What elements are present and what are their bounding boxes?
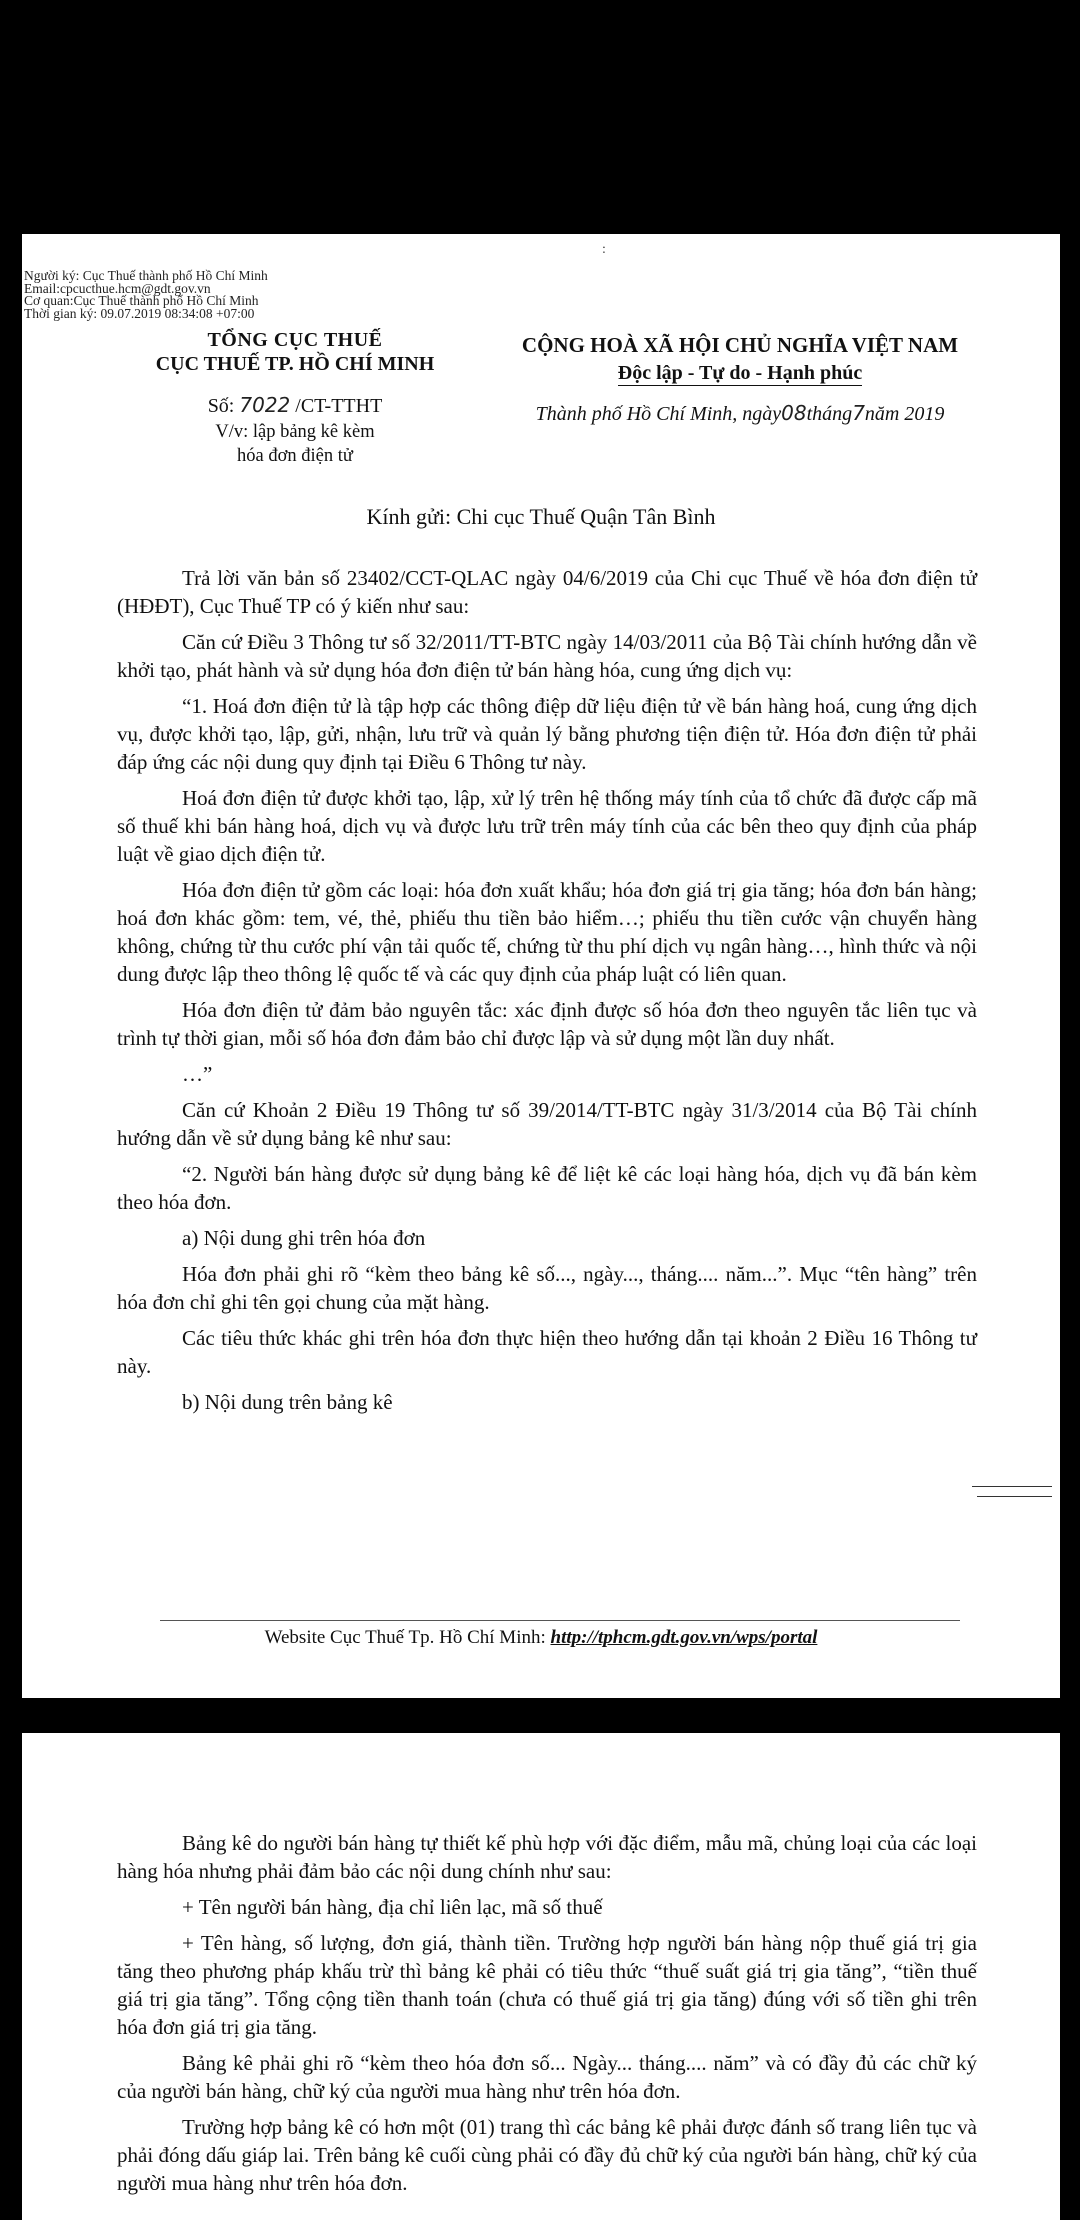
document-number: Số: 7022 /CT-TTHT xyxy=(207,393,383,417)
digital-signature-info xyxy=(24,270,268,320)
paragraph: …” xyxy=(182,1062,213,1086)
page-footer: Website Cục Thuế Tp. Hồ Chí Minh: http://tphcm.gdt.gov.vn/wps/portal xyxy=(264,1627,818,1648)
paragraph: + Tên người bán hàng, địa chỉ liên lạc, mã số thuế xyxy=(182,1895,603,1919)
signature-agency: Cơ quan:Cục Thuế thành phố Hồ Chí Minh xyxy=(24,293,259,308)
letter-body-page-2 xyxy=(117,1829,977,2205)
ministry-name: TỔNG CỤC THUẾ xyxy=(207,329,383,351)
country-name: CỘNG HOÀ XÃ HỘI CHỦ NGHĨA VIỆT NAM xyxy=(521,333,959,357)
paragraph: Hóa đơn điện tử gồm các loại: hóa đơn xuất khẩu; hóa đơn giá trị gia tăng; hóa đơn bán hàng; hoá đơn khác gồm: tem, vé, thẻ, phiếu thu tiền bảo hiểm…; phiếu thu tiền cước vận chuyển hàng không, chứng từ thu cước phí vận tải quốc tế, chứng từ thu phí dịch vụ ngân hàng…, hình thức và nội dung được lập theo thông lệ quốc tế và các quy định của pháp luật có liên quan. xyxy=(117,878,977,986)
paragraph: Hoá đơn điện tử được khởi tạo, lập, xử lý trên hệ thống máy tính của tổ chức đã được cấp mã số thuế khi bán hàng hoá, dịch vụ và được lưu trữ trên máy tính của các bên theo quy định của pháp luật về giao dịch điện tử. xyxy=(117,786,977,866)
paragraph: Căn cứ Khoản 2 Điều 19 Thông tư số 39/2014/TT-BTC ngày 31/3/2014 của Bộ Tài chính hướng dẫn về sử dụng bảng kê như sau: xyxy=(117,1098,977,1150)
document-page-1 xyxy=(22,234,1060,1698)
national-header xyxy=(490,332,990,427)
scan-line xyxy=(972,1486,1052,1487)
handwritten-day: 08 xyxy=(781,401,807,425)
paragraph: Hóa đơn điện tử đảm bảo nguyên tắc: xác định được số hóa đơn theo nguyên tắc liên tục và trình tự thời gian, mỗi số hóa đơn đảm bảo chỉ được lập và sử dụng một lần duy nhất. xyxy=(117,998,977,1050)
signature-email: Email:cpcucthue.hcm@gdt.gov.vn xyxy=(24,280,211,296)
footer-divider xyxy=(160,1620,960,1621)
paragraph: Bảng kê do người bán hàng tự thiết kế phù hợp với đặc điểm, mẫu mã, chủng loại của các loại hàng hóa nhưng phải đảm bảo các nội dung chính như sau: xyxy=(117,1831,977,1883)
document-page-2 xyxy=(22,1733,1060,2220)
document-subject: V/v: lập bảng kê kèm hóa đơn điện tử xyxy=(215,422,375,466)
handwritten-month: 7 xyxy=(852,401,865,425)
paragraph: Trả lời văn bản số 23402/CCT-QLAC ngày 04/6/2019 của Chi cục Thuế về hóa đơn điện tử (HĐĐT), Cục Thuế TP có ý kiến như sau: xyxy=(117,566,977,618)
national-motto: Độc lập - Tự do - Hạnh phúc xyxy=(617,362,863,384)
paragraph: a) Nội dung ghi trên hóa đơn xyxy=(182,1226,426,1250)
signature-signer: Người ký: Cục Thuế thành phố Hồ Chí Minh xyxy=(24,268,268,283)
handwritten-number: 7022 xyxy=(239,393,291,417)
issue-date: Thành phố Hồ Chí Minh, ngày08tháng7năm 2019 xyxy=(535,401,945,425)
paragraph: Hóa đơn phải ghi rõ “kèm theo bảng kê số..., ngày..., tháng.... năm...”. Mục “tên hàng” trên hóa đơn chỉ ghi tên gọi chung của mặt hàng. xyxy=(117,1262,977,1314)
scan-line xyxy=(977,1496,1052,1497)
recipient-line: Kính gửi: Chi cục Thuế Quận Tân Bình xyxy=(366,504,716,529)
signature-time: Thời gian ký: 09.07.2019 08:34:08 +07:00 xyxy=(24,305,255,321)
paragraph: Căn cứ Điều 3 Thông tư số 32/2011/TT-BTC ngày 14/03/2011 của Bộ Tài chính hướng dẫn về khởi tạo, phát hành và sử dụng hóa đơn điện tử bán hàng hóa, cung ứng dịch vụ: xyxy=(117,630,977,682)
department-name: CỤC THUẾ TP. HỒ CHÍ MINH xyxy=(155,353,435,375)
issuer-header xyxy=(130,330,460,376)
paragraph: Các tiêu thức khác ghi trên hóa đơn thực hiện theo hướng dẫn tại khoản 2 Điều 16 Thông tư này. xyxy=(117,1326,977,1378)
paragraph: Trường hợp bảng kê có hơn một (01) trang thì các bảng kê phải được đánh số trang liên tục và phải đóng dấu giáp lai. Trên bảng kê cuối cùng phải có đầy đủ chữ ký của người bán hàng, chữ ký của người mua hàng như trên hóa đơn. xyxy=(117,2115,977,2195)
paragraph: Bảng kê phải ghi rõ “kèm theo hóa đơn số... Ngày... tháng.... năm” và có đầy đủ các chữ ký của người bán hàng, chữ ký của người mua hàng như trên hóa đơn. xyxy=(117,2051,977,2103)
paragraph: “1. Hoá đơn điện tử là tập hợp các thông điệp dữ liệu điện tử về bán hàng hoá, cung ứng dịch vụ, được khởi tạo, lập, gửi, nhận, lưu trữ và quản lý bằng phương tiện điện tử. Hóa đơn điện tử phải đáp ứng các nội dung quy định tại Điều 6 Thông tư này. xyxy=(117,694,977,774)
website-link[interactable]: http://tphcm.gdt.gov.vn/wps/portal xyxy=(550,1627,818,1648)
paragraph: + Tên hàng, số lượng, đơn giá, thành tiền. Trường hợp người bán hàng nộp thuế giá trị gia tăng theo phương pháp khấu trừ thì bảng kê phải có tiêu thức “thuế suất giá trị gia tăng”, “tiền thuế giá trị gia tăng”. Tổng cộng tiền thanh toán (chưa có thuế giá trị gia tăng) đúng với số tiền ghi trên hóa đơn giá trị gia tăng. xyxy=(117,1931,977,2039)
scan-speck: : xyxy=(602,242,606,257)
paragraph: b) Nội dung trên bảng kê xyxy=(182,1390,393,1414)
letter-body-page-1 xyxy=(117,564,977,1424)
paragraph: “2. Người bán hàng được sử dụng bảng kê để liệt kê các loại hàng hóa, dịch vụ đã bán kèm theo hóa đơn. xyxy=(117,1162,977,1214)
